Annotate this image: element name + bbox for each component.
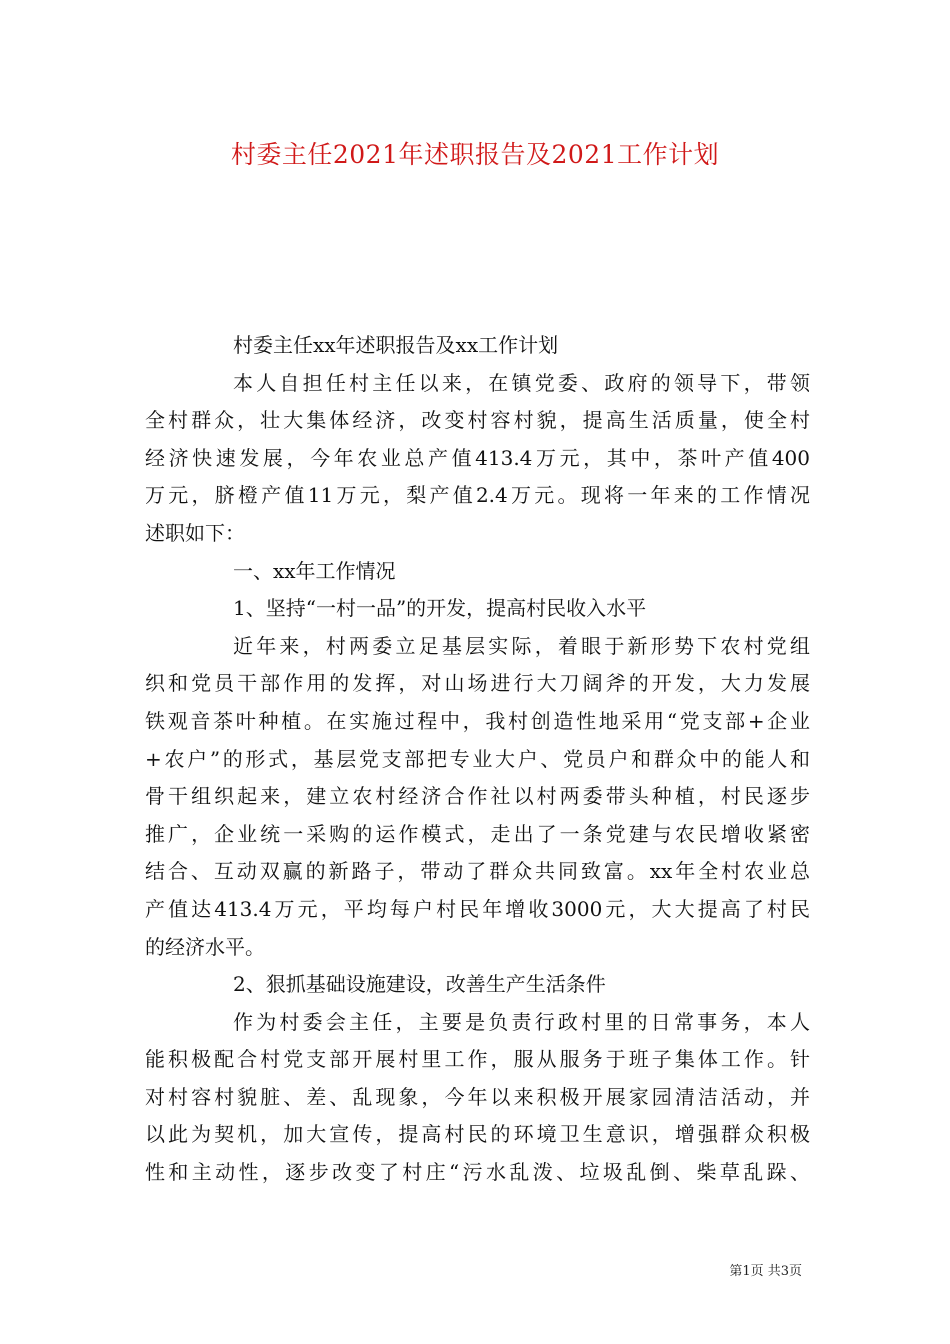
text-line: 织和党员干部作用的发挥，对山场进行大刀阔斧的开发，大力发展 (145, 671, 810, 696)
text-line: 对村容村貌脏、差、乱现象，今年以来积极开展家园清洁活动，并 (145, 1084, 810, 1109)
text-line: 村委主任xx年述职报告及xx工作计划 (233, 333, 559, 357)
text-line: 铁观音茶叶种植。在实施过程中，我村创造性地采用“党支部+企业 (145, 708, 810, 733)
text-line: 近年来，村两委立足基层实际，着眼于新形势下农村党组 (233, 633, 810, 658)
text-line: 推广，企业统一采购的运作模式，走出了一条党建与农民增收紧密 (145, 821, 810, 846)
document-title: 村委主任2021年述职报告及2021工作计划 (230, 140, 720, 169)
document-body (145, 327, 810, 1192)
text-line: 作为村委会主任，主要是负责行政村里的日常事务，本人 (233, 1009, 810, 1034)
text-line: 2、狠抓基础设施建设，改善生产生活条件 (233, 972, 606, 997)
text-line: +农户”的形式，基层党支部把专业大户、党员户和群众中的能人和 (145, 746, 810, 771)
text-line: 产值达413.4万元，平均每户村民年增收3000元，大大提高了村民 (145, 896, 810, 921)
text-line: 一、xx年工作情况 (233, 558, 396, 583)
text-line: 以此为契机，加大宣传，提高村民的环境卫生意识，增强群众积极 (145, 1122, 810, 1147)
text-line: 1、坚持“一村一品”的开发，提高村民收入水平 (233, 596, 647, 621)
text-line: 述职如下： (145, 520, 245, 545)
text-line: 经济快速发展，今年农业总产值413.4万元，其中，茶叶产值400 (145, 445, 810, 470)
text-line: 万元，脐橙产值11万元，梨产值2.4万元。现将一年来的工作情况 (145, 483, 810, 508)
text-line: 全村群众，壮大集体经济，改变村容村貌，提高生活质量，使全村 (145, 408, 810, 433)
text-line: 本人自担任村主任以来，在镇党委、政府的领导下，带领 (233, 370, 810, 395)
text-line: 结合、互动双赢的新路子，带动了群众共同致富。xx年全村农业总 (145, 859, 810, 884)
text-line: 骨干组织起来，建立农村经济合作社以村两委带头种植，村民逐步 (145, 784, 810, 809)
text-line: 性和主动性，逐步改变了村庄“污水乱泼、垃圾乱倒、柴草乱跺、 (145, 1160, 810, 1185)
text-line: 能积极配合村党支部开展村里工作，服从服务于班子集体工作。针 (145, 1047, 810, 1072)
page-footer: 第1页 共3页 (729, 1264, 802, 1279)
text-line: 的经济水平。 (145, 934, 265, 959)
